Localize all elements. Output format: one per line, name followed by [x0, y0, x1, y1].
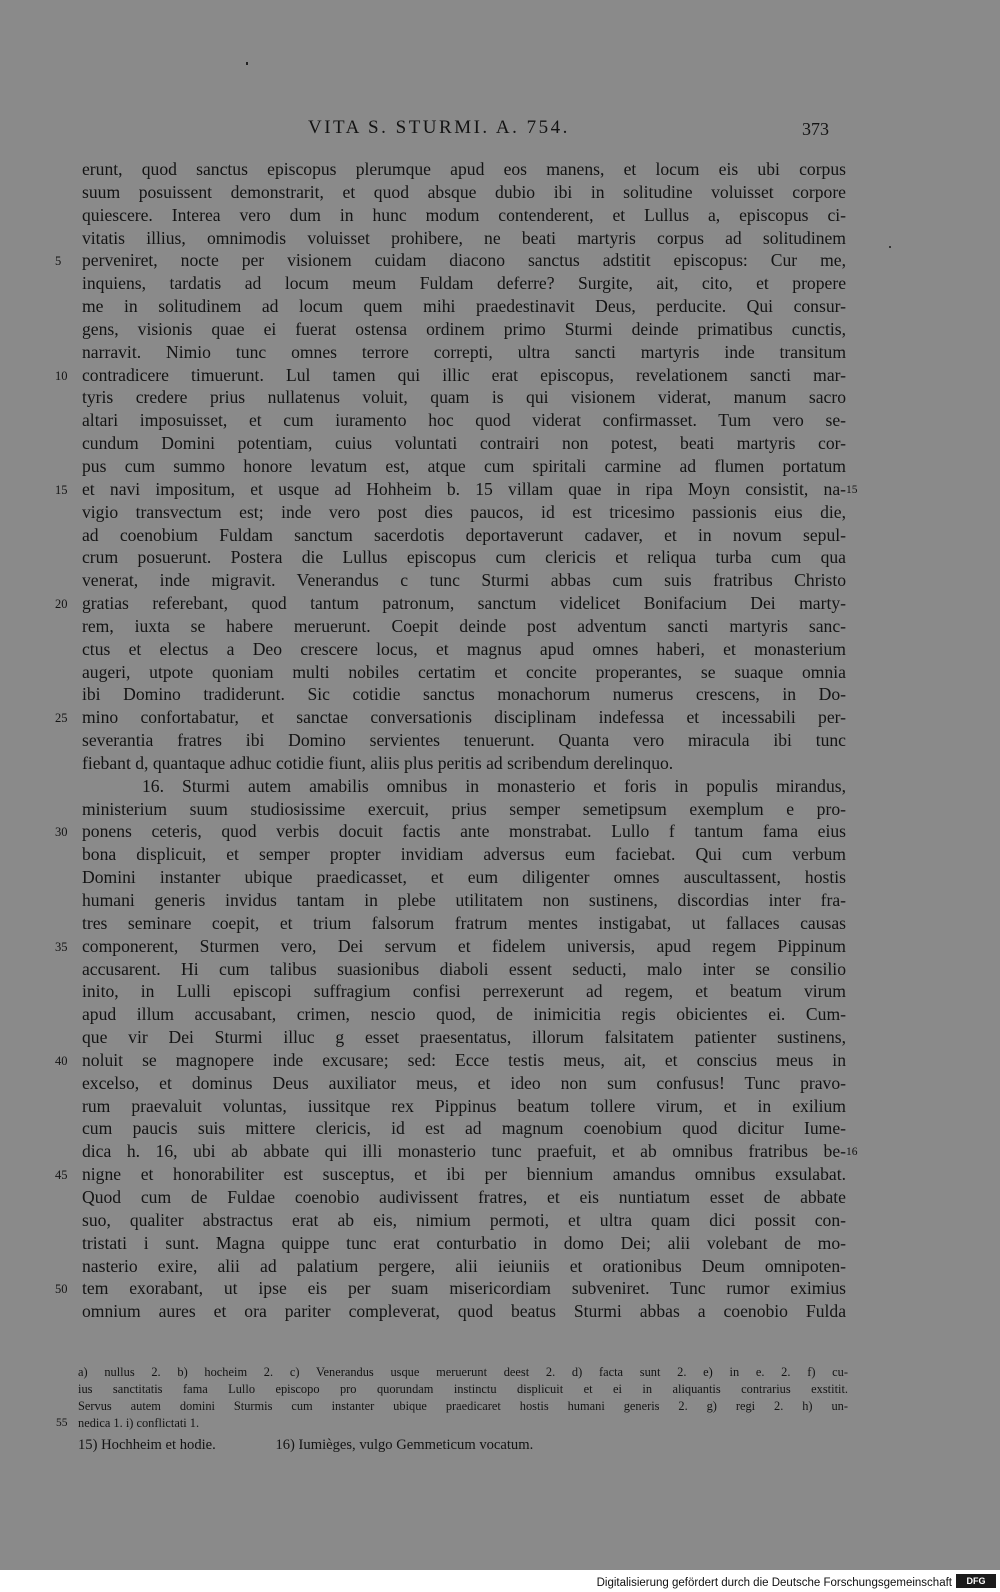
text-line: [82, 318, 846, 341]
line-text: fiebant d, quantaque adhuc cotidie fiunt, aliis plus peritis ad scribendum derelinquo.: [82, 752, 674, 773]
line-number: 55: [56, 1417, 68, 1429]
text-line: [82, 752, 846, 775]
text-line: [82, 1003, 846, 1026]
line-text: cum paucis suis mittere clericis, id est ad magnum coenobium quod dicitur Iume-: [82, 1118, 846, 1139]
footer-credit: Digitalisierung gefördert durch die Deutsche Forschungsgemeinschaft: [596, 1577, 952, 1589]
text-line: [55, 1163, 846, 1186]
text-line: [55, 364, 846, 387]
text-line: [82, 980, 846, 1003]
line-text: 16. Sturmi autem amabilis omnibus in monasterio et foris in populis mirandus,: [142, 775, 846, 796]
line-text: tres seminare coepit, et trium falsorum fratrum mentes instigabat, ut fallaces causas: [82, 912, 846, 933]
text-line: [55, 820, 846, 843]
text-line: [82, 1095, 846, 1118]
footnote-line: [56, 1415, 848, 1432]
line-text: quiescere. Interea vero dum in hunc modum contenderent, et Lullus a, episcopus ci-: [82, 204, 846, 225]
text-line: [82, 386, 846, 409]
line-text: ad coenobium Fuldam sanctum sacerdotis deportaverunt cadaver, et in novum sepul-: [82, 524, 846, 545]
historical-notes: [78, 1437, 589, 1454]
text-line: [82, 409, 846, 432]
line-text: gens, visionis quae ei fuerat ostensa ordinem primo Sturmi deinde primatibus cunctis,: [82, 318, 846, 339]
line-text: omnium aures et ora pariter compleverat, quod beatus Sturmi abbas a coenobio Fulda: [82, 1301, 846, 1322]
text-line: [82, 1255, 846, 1278]
text-line: [82, 204, 846, 227]
text-line: [55, 935, 846, 958]
text-line: [82, 501, 846, 524]
footnote-text: Servus autem domini Sturmis cum instanter ubique praedicaret hostis humani generis 2. g) regi 2. h) un-: [78, 1399, 848, 1413]
footnote-text: nedica 1. i) conflictati 1.: [78, 1416, 200, 1430]
text-line: [82, 227, 846, 250]
line-number: 30: [55, 825, 68, 840]
page-header: [0, 117, 1000, 143]
text-line: [82, 272, 846, 295]
main-text: [55, 158, 858, 1323]
line-text: severantia fratres ibi Domino servientes tenuerunt. Quanta vero miracula ibi tunc: [82, 730, 846, 751]
line-number: 45: [55, 1168, 68, 1183]
text-line: [82, 569, 846, 592]
text-line: [82, 683, 846, 706]
text-line: [82, 295, 846, 318]
line-text: pus cum summo honore levatum est, atque cum spiritali carmine ad flumen portatum: [82, 455, 846, 476]
line-text: excelso, et dominus Deus auxiliator meus, et ideo non sum confusus! Tunc pravo-: [82, 1072, 846, 1093]
line-text: vitatis illius, omnimodis voluisset prohibere, ne beati martyris corpus ad solitudinem: [82, 227, 846, 248]
line-text: venerat, inde migravit. Venerandus c tunc Sturmi abbas cum suis fratribus Christo: [82, 570, 846, 591]
text-line: [82, 432, 846, 455]
line-text: humani generis invidus tantam in plebe utilitatem non sustinens, discordias inter fra-: [82, 890, 846, 910]
line-text: accusarent. Hi cum talibus suasionibus diaboli essent seducti, malo inter se consilio: [82, 958, 846, 979]
line-text: que vir Dei Sturmi illuc g esset praesentatus, illorum falsitatem patienter sustinens,: [82, 1027, 846, 1048]
marginal-note-number: 16: [846, 1146, 858, 1159]
text-line: [55, 478, 858, 501]
text-line: [82, 1186, 846, 1209]
line-text: narravit. Nimio tunc omnes terrore correpti, ultra sancti martyris inde transitum: [82, 341, 846, 362]
line-text: noluit se magnopere inde excusare; sed: Ecce testis meus, ait, et conscius meus in: [82, 1049, 846, 1070]
marginal-note-number: 15: [846, 483, 858, 496]
line-text: nigne et honorabiliter est susceptus, et ibi per biennium amandus omnibus exsulabat.: [82, 1164, 846, 1185]
text-line: [82, 775, 846, 798]
text-line: [82, 912, 846, 935]
line-number: 15: [55, 482, 68, 497]
line-number: 25: [55, 711, 68, 726]
text-line: [55, 1049, 846, 1072]
line-text: contradicere timuerunt. Lul tamen qui illic erat episcopus, revelationem sancti mar-: [82, 364, 846, 385]
footnote-line: [78, 1398, 848, 1415]
note-15: 15) Hochheim et hodie.: [78, 1437, 216, 1453]
line-text: nasterio exire, alii ad palatium pergere, alii ieiuniis et orationibus Deum omnipoten-: [82, 1255, 846, 1276]
critical-apparatus: [56, 1364, 848, 1432]
line-text: Quod cum de Fuldae coenobio audivissent fratres, et eis nuntiatum esset de abbate: [82, 1186, 846, 1207]
footnote-text: ius sanctitatis fama Lullo episcopo pro quorundam instinctu displicuit et ei in aliquantis contrarius exstitit.: [78, 1382, 848, 1396]
footnote-line: [78, 1364, 848, 1381]
line-text: dica h. 16, ubi ab abbate qui illi monasterio tunc praefuit, et ab omnibus fratribus be-: [82, 1141, 846, 1162]
line-text: inquiens, tardatis ad locum meum Fuldam deferre? Surgite, ait, cito, et propere: [82, 273, 846, 294]
line-text: mino confortabatur, et sanctae conversationis disciplinam indefessa et incessabili per-: [82, 707, 846, 728]
dfg-logo: DFG: [956, 1574, 996, 1588]
text-line: [82, 889, 846, 912]
line-text: componerent, Sturmen vero, Dei servum et fidelem universis, apud regem Pippinum: [82, 935, 846, 956]
text-line: [82, 524, 846, 547]
text-line: [82, 1072, 846, 1095]
text-line: [82, 1140, 858, 1163]
line-text: erunt, quod sanctus episcopus plerumque apud eos manens, et locum eis ubi corpus: [82, 159, 846, 179]
line-text: inito, in Lulli episcopi suffragium confisi perrexerunt ad regem, et beatum virum: [82, 981, 846, 1002]
line-text: suum posuissent demonstrarit, et quod absque dubio ibi in solitudine voluisset corpore: [82, 181, 846, 202]
line-text: ministerium suum studiosissime exercuit, prius semper semetipsum exemplum e pro-: [82, 798, 846, 819]
line-text: tyris credere prius nullatenus voluit, quam is qui visionem viderat, manum sacro: [82, 387, 846, 408]
page-number: 373: [802, 119, 829, 139]
line-text: tem exorabant, ut ipse eis per suam misericordiam subveniret. Tunc rumor eximius: [82, 1278, 846, 1299]
text-line: [55, 706, 846, 729]
text-line: [82, 798, 846, 821]
line-text: ctus et electus a Deo crescere locus, et magnus apud omnes haberi, et monasterium: [82, 638, 846, 659]
text-line: [82, 546, 846, 569]
footnote-text: a) nullus 2. b) hocheim 2. c) Venerandus usque meruerunt deest 2. d) facta sunt 2. e) in e. 2. f) cu-: [78, 1365, 848, 1379]
line-number: 20: [55, 597, 68, 612]
line-number: 10: [55, 368, 68, 383]
text-line: [55, 1277, 846, 1300]
text-line: [82, 158, 846, 181]
text-line: [55, 592, 846, 615]
text-line: [82, 341, 846, 364]
line-text: apud illum accusabant, crimen, nescio quod, de inimicitia regis obicientes ei. Cum-: [82, 1004, 846, 1025]
text-line: [82, 729, 846, 752]
line-text: cundum Domini potentiam, cuius voluntati contrairi non potest, beati martyris cor-: [82, 433, 846, 454]
text-line: [55, 249, 846, 272]
line-number: 5: [55, 254, 62, 269]
line-text: Domini instanter ubique praedicasset, et eum diligenter omnes auscultassent, hostis: [82, 867, 846, 888]
footnote-line: [78, 1381, 848, 1398]
line-text: gratias referebant, quod tantum patronum, sanctum videlicet Bonifacium Dei marty-: [82, 593, 846, 614]
line-text: ponens ceteris, quod verbis docuit factis ante monstrabat. Lullo f tantum fama eius: [82, 821, 846, 842]
text-line: [82, 1026, 846, 1049]
text-line: [82, 638, 846, 661]
line-text: perveniret, nocte per visionem cuidam diacono sanctus adstitit episcopus: Cur me,: [82, 250, 846, 271]
scan-speck: [246, 62, 248, 65]
line-text: suo, qualiter abstractus erat ab eis, nimium permoti, et ultra quam dici possit con-: [82, 1209, 846, 1230]
line-text: ibi Domino tradiderunt. Sic cotidie sanctus monachorum numerus crescens, in Do-: [82, 684, 846, 705]
text-line: [82, 181, 846, 204]
text-line: [82, 661, 846, 684]
running-title: VITA S. STURMI. A. 754.: [308, 117, 570, 138]
line-text: bona displicuit, et semper propter invidiam adversus eum faciebat. Qui cum verbum: [82, 844, 846, 865]
line-text: tristati i sunt. Magna quippe tunc erat conturbatio in domo Dei; alii volebant de mo-: [82, 1232, 846, 1253]
text-line: [82, 1300, 846, 1323]
text-line: [82, 1209, 846, 1232]
footer-bar: [0, 1570, 1000, 1592]
text-line: [82, 843, 846, 866]
scan-speck: [889, 246, 891, 248]
note-16: 16) Iumièges, vulgo Gemmeticum vocatum.: [275, 1437, 534, 1453]
text-line: [82, 1232, 846, 1255]
line-number: 40: [55, 1053, 68, 1068]
text-line: [82, 1117, 846, 1140]
line-text: crum posuerunt. Postera die Lullus episcopus cum clericis et reliqua turba cum qua: [82, 547, 846, 568]
line-text: augeri, utpote quoniam multi nobiles certatim et concite properantes, se suaque omnia: [82, 661, 846, 682]
line-number: 35: [55, 939, 68, 954]
text-line: [82, 958, 846, 981]
text-line: [82, 615, 846, 638]
text-line: [82, 866, 846, 889]
line-text: rem, iuxta se habere meruerunt. Coepit deinde post adventum sancti martyris sanc-: [82, 615, 846, 636]
line-text: vigio transvectum est; inde vero post dies paucos, id est tricesimo passionis eius die,: [82, 501, 846, 522]
text-line: [82, 455, 846, 478]
line-text: et navi impositum, et usque ad Hohheim b. 15 villam quae in ripa Moyn consistit, na-: [82, 478, 846, 499]
line-text: rum praevaluit voluntas, iussitque rex Pippinus beatum tollere virum, et in exilium: [82, 1095, 846, 1116]
line-text: altari imposuisset, et cum iuramento hoc quod viderat confirmasset. Tum vero se-: [82, 410, 846, 431]
line-number: 50: [55, 1282, 68, 1297]
line-text: me in solitudinem ad locum quem mihi praedestinavit Deus, perducite. Qui consur-: [82, 296, 846, 317]
